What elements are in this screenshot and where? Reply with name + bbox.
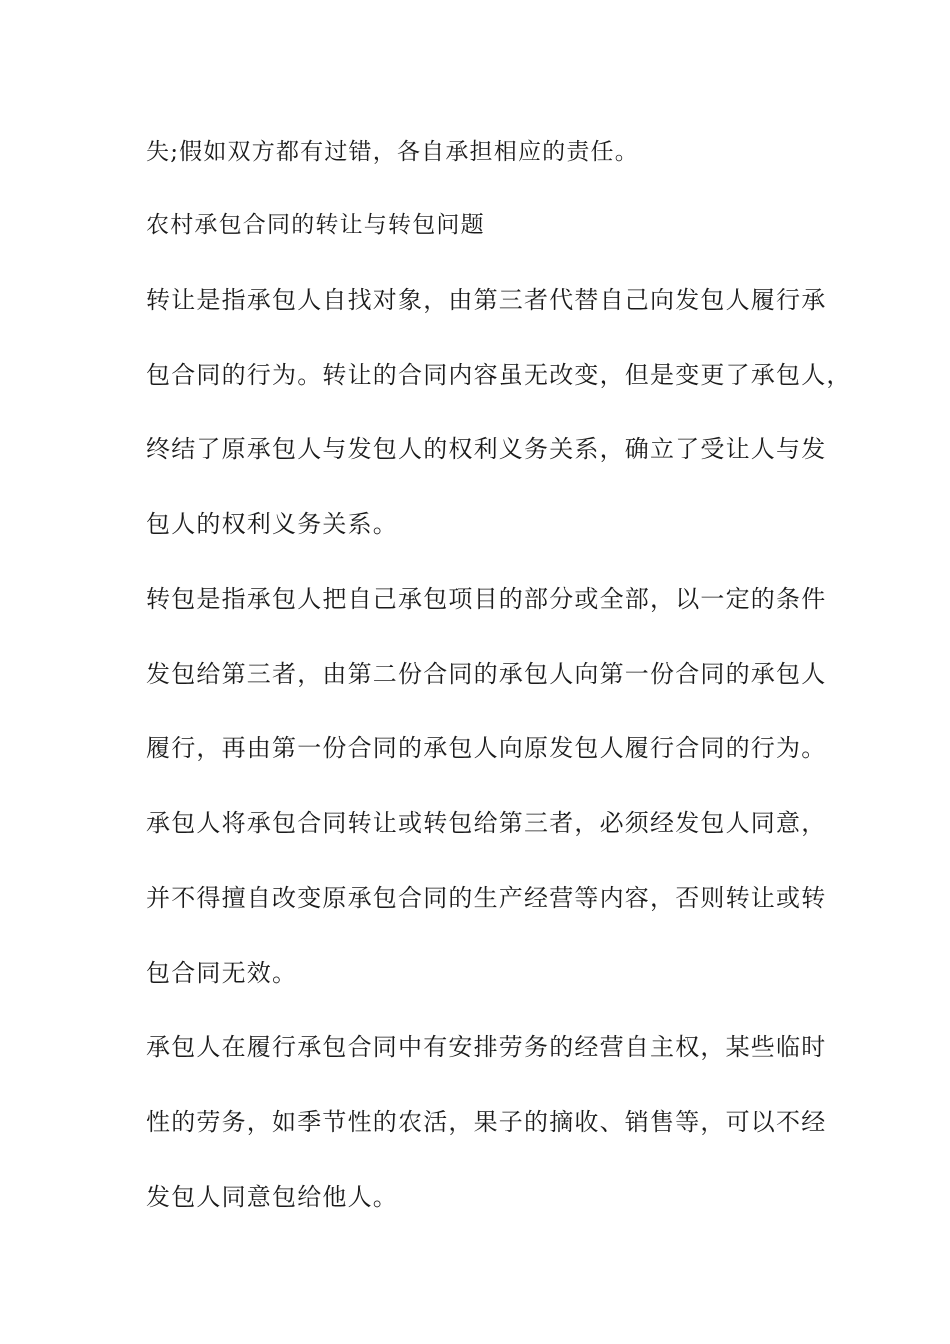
text-line-11: 并不得擅自改变原承包合同的生产经营等内容，否则转让或转 xyxy=(146,884,827,912)
text-line-15: 发包人同意包给他人。 xyxy=(146,1183,398,1211)
text-line-7: 转包是指承包人把自己承包项目的部分或全部，以一定的条件 xyxy=(146,585,827,613)
text-line-9: 履行，再由第一份合同的承包人向原发包人履行合同的行为。 xyxy=(146,734,827,762)
text-line-13: 承包人在履行承包合同中有安排劳务的经营自主权，某些临时 xyxy=(146,1033,827,1061)
text-line-1: 失;假如双方都有过错，各自承担相应的责任。 xyxy=(146,139,639,165)
text-line-8: 发包给第三者，由第二份合同的承包人向第一份合同的承包人 xyxy=(146,660,827,688)
section-heading: 农村承包合同的转让与转包问题 xyxy=(146,212,485,238)
text-line-10: 承包人将承包合同转让或转包给第三者，必须经发包人同意， xyxy=(146,809,827,837)
text-line-3: 转让是指承包人自找对象，由第三者代替自己向发包人履行承 xyxy=(146,286,827,314)
text-line-5: 终结了原承包人与发包人的权利义务关系，确立了受让人与发 xyxy=(146,435,827,463)
text-line-6: 包人的权利义务关系。 xyxy=(146,510,398,538)
text-line-12: 包合同无效。 xyxy=(146,959,298,987)
text-line-14: 性的劳务，如季节性的农活，果子的摘收、销售等，可以不经 xyxy=(146,1108,827,1136)
text-line-4: 包合同的行为。转让的合同内容虽无改变，但是变更了承包人， xyxy=(146,361,852,389)
